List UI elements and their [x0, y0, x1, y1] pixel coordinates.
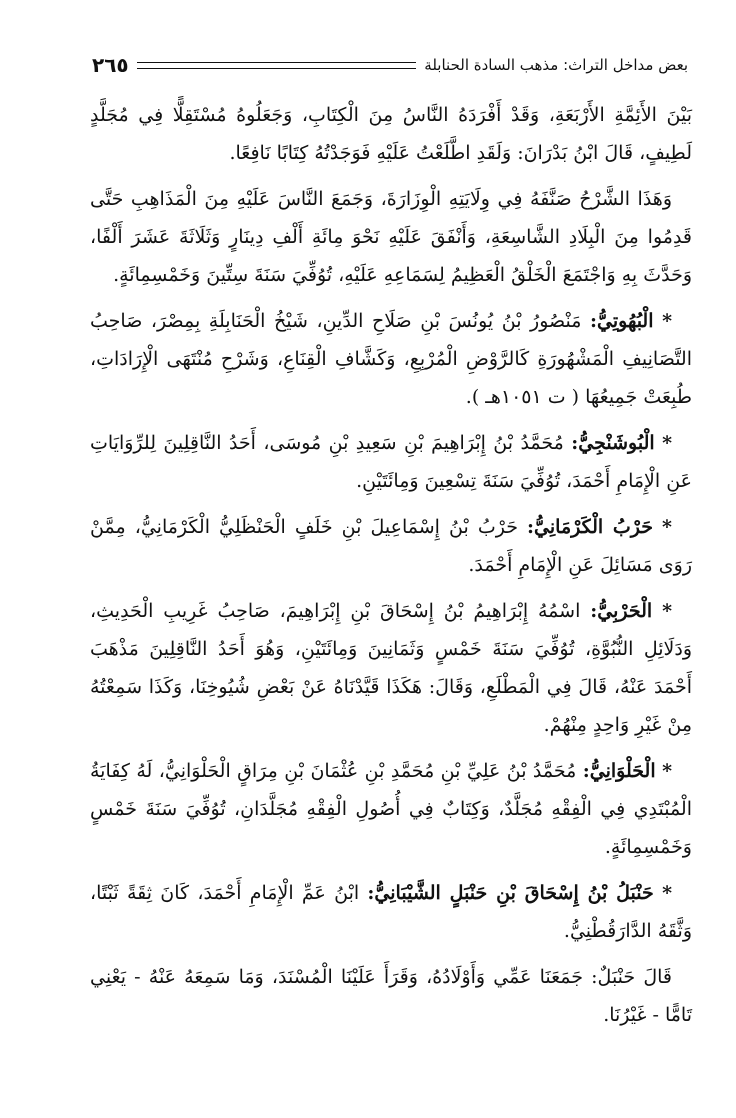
entry-term: الْبُهُوتِيُّ:	[589, 310, 654, 332]
entry-bullet: *	[662, 310, 672, 332]
entry-term: حَرْبُ الْكَرْمَانِيُّ:	[527, 516, 653, 538]
entry-paragraph	[90, 508, 692, 584]
entry-paragraph	[90, 302, 692, 416]
page-body	[90, 96, 692, 1042]
entry-bullet: *	[662, 760, 672, 782]
entry-term: الْحَلْوَانِيُّ:	[582, 760, 656, 782]
entry-paragraph	[90, 752, 692, 866]
running-title: بعض مداخل التراث: مذهب السادة الحنابلة	[424, 56, 688, 74]
entry-text: مَنْصُورُ بْنُ يُونُسَ بْنِ صَلَاحِ الدِّينِ، شَيْخُ الْحَنَابِلَةِ بِمِصْرَ، صَاحِبُ التَّصَانِيفِ الْمَشْهُورَةِ كَالرَّوْضِ الْمُرْبِعِ، وَكَشَّافِ الْقِنَاعِ، وَشَرْحِ مُنْتَهَى الْإِرَادَاتِ، طُبِعَتْ جَمِيعُهَا ( ت ١٠٥١هـ ).	[90, 310, 692, 408]
entry-text: اسْمُهُ إِبْرَاهِيمُ بْنُ إِسْحَاقَ بْنِ إِبْرَاهِيمَ، صَاحِبُ غَرِيبِ الْحَدِيثِ، وَدَلَائِلِ النُّبُوَّةِ، تُوُفِّيَ سَنَةَ خَمْسٍ وَثَمَانِينَ وَمِائَتَيْنِ، وَهُوَ أَحَدُ النَّاقِلِينَ مَذْهَبَ أَحْمَدَ عَنْهُ، قَالَ فِي الْمَطْلَعِ، وَقَالَ: هَكَذَا قَيَّدْنَاهُ عَنْ بَعْضِ شُيُوخِنَا، وَكَذَا سَمِعْتُهُ مِنْ غَيْرِ وَاحِدٍ مِنْهُمْ.	[90, 600, 692, 736]
paragraph-text: بَيْنَ الأَئِمَّةِ الأَرْبَعَةِ، وَقَدْ أَفْرَدَهُ النَّاسُ مِنَ الْكِتَابِ، وَجَعَلُوهُ مُسْتَقِلًّا فِي مُجَلَّدٍ لَطِيفٍ، قَالَ ابْنُ بَدْرَانَ: وَلَقَدِ اطَّلَعْتُ عَلَيْهِ فَوَجَدْتُهُ كِتَابًا نَافِعًا.	[90, 104, 692, 164]
entry-text: مُحَمَّدُ بْنُ عَلِيِّ بْنِ مُحَمَّدِ بْنِ عُثْمَانَ بْنِ مِرَاقٍ الْحَلْوَانِيُّ، لَهُ كِفَايَةُ الْمُبْتَدِي فِي الْفِقْهِ مُجَلَّدٌ، وَكِتَابٌ فِي أُصُولِ الْفِقْهِ مُجَلَّدَانِ، تُوُفِّيَ سَنَةَ خَمْسٍ وَخَمْسِمِائَةٍ.	[90, 760, 692, 858]
entry-bullet: *	[662, 516, 672, 538]
entry-paragraph	[90, 592, 692, 744]
entry-text: حَرْبُ بْنُ إِسْمَاعِيلَ بْنِ خَلَفٍ الْحَنْظَلِيُّ الْكَرْمَانِيُّ، مِمَّنْ رَوَى مَسَائِلَ عَنِ الْإِمَامِ أَحْمَدَ.	[90, 516, 692, 576]
entry-text: مُحَمَّدُ بْنُ إِبْرَاهِيمَ بْنِ سَعِيدِ بْنِ مُوسَى، أَحَدُ النَّاقِلِينَ لِلرِّوَايَاتِ عَنِ الْإِمَامِ أَحْمَدَ، تُوُفِّيَ سَنَةَ تِسْعِينَ وَمِائَتَيْنِ.	[90, 432, 692, 492]
entry-text: ابْنُ عَمِّ الْإِمَامِ أَحْمَدَ، كَانَ ثِقَةً ثَبْتًا، وَثَّقَهُ الدَّارَقُطْنِيُّ.	[90, 882, 692, 942]
entry-bullet: *	[662, 882, 672, 904]
header-rule	[137, 62, 417, 69]
paragraph	[90, 180, 692, 294]
page-header	[92, 48, 688, 82]
entry-term: الْبُوشَنْجِيُّ:	[571, 432, 655, 454]
paragraph	[90, 958, 692, 1034]
entry-term: الْحَرْبِيُّ:	[590, 600, 653, 622]
entry-term: حَنْبَلُ بْنُ إِسْحَاقَ بْنِ حَنْبَلٍ الشَّيْبَانِيُّ:	[367, 882, 654, 904]
entry-bullet: *	[662, 432, 672, 454]
entry-paragraph	[90, 424, 692, 500]
page-number: ٢٦٥	[92, 53, 129, 77]
entry-paragraph	[90, 874, 692, 950]
entry-bullet: *	[662, 600, 672, 622]
paragraph-text: قَالَ حَنْبَلٌ: جَمَعَنَا عَمِّي وَأَوْلَادُهُ، وَقَرَأَ عَلَيْنَا الْمُسْنَدَ، وَمَا سَمِعَهُ عَنْهُ - يَعْنِي تَامًّا - غَيْرُنَا.	[90, 966, 692, 1026]
paragraph	[90, 96, 692, 172]
paragraph-text: وَهَذَا الشَّرْحُ صَنَّفَهُ فِي وِلَايَتِهِ الْوِزَارَةَ، وَجَمَعَ النَّاسَ عَلَيْهِ مِنَ الْمَذَاهِبِ حَتَّى قَدِمُوا مِنَ الْبِلَادِ الشَّاسِعَةِ، وَأَنْفَقَ عَلَيْهِ نَحْوَ مِائَةِ أَلْفِ دِينَارٍ وَثَلَاثَةَ عَشَرَ أَلْفًا، وَحَدَّثَ بِهِ وَاجْتَمَعَ الْخَلْقُ الْعَظِيمُ لِسَمَاعِهِ عَلَيْهِ، تُوُفِّيَ سَنَةَ سِتِّينَ وَخَمْسِمِائَةٍ.	[90, 188, 692, 286]
